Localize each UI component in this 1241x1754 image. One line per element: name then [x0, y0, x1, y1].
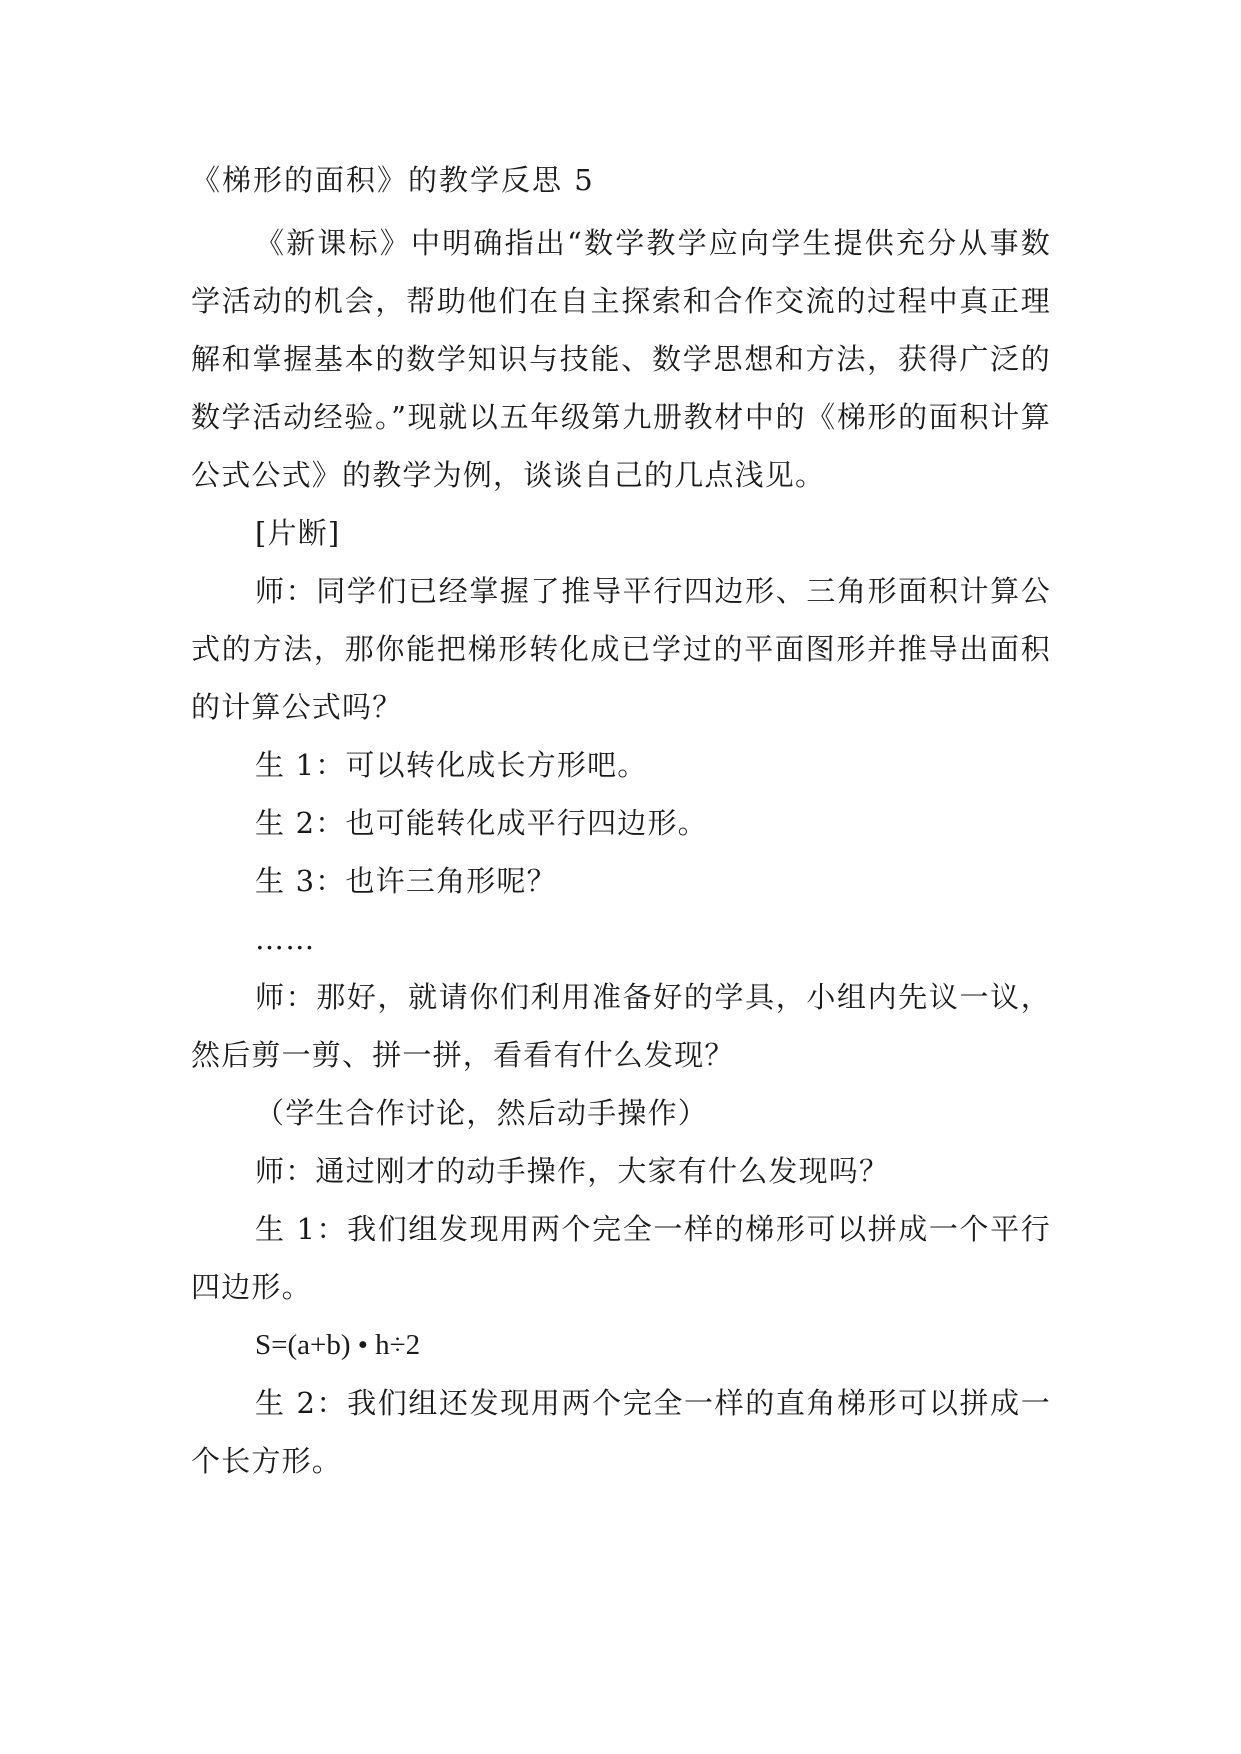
- paragraph-teacher-instruction: 师：那好，就请你们利用准备好的学具，小组内先议一议，然后剪一剪、拼一拼，看看有什么发现？: [191, 980, 1051, 1072]
- paragraph-ellipsis: ……: [255, 922, 316, 956]
- paragraph-student-3: 生 3：也许三角形呢？: [255, 864, 557, 898]
- paragraph-teacher-followup: 师：通过刚才的动手操作，大家有什么发现吗？: [255, 1154, 890, 1188]
- paragraph-fragment-label: [片断]: [255, 516, 341, 550]
- paragraph-intro: 《新课标》中明确指出“数学教学应向学生提供充分从事数学活动的机会，帮助他们在自主探索和合作交流的过程中真正理解和掌握基本的数学知识与技能、数学思想和方法，获得广泛的数学活动经验。”现就以五年级第九册教材中的《梯形的面积计算公式公式》的教学为例，谈谈自己的几点浅见。: [191, 226, 1051, 492]
- area-formula: S=(a+b) • h÷2: [255, 1329, 421, 1361]
- paragraph-activity-note: （学生合作讨论，然后动手操作）: [255, 1096, 709, 1130]
- paragraph-teacher-question: 师：同学们已经掌握了推导平行四边形、三角形面积计算公式的方法，那你能把梯形转化成已学过的平面图形并推导出面积的计算公式吗？: [191, 574, 1051, 724]
- paragraph-student-1: 生 1：可以转化成长方形吧。: [255, 748, 648, 782]
- document-title: 《梯形的面积》的教学反思 5: [191, 163, 595, 197]
- document-page: [191, 160, 1051, 1490]
- paragraph-student-2-finding: 生 2：我们组还发现用两个完全一样的直角梯形可以拼成一个长方形。: [191, 1386, 1051, 1478]
- paragraph-student-1-finding: 生 1：我们组发现用两个完全一样的梯形可以拼成一个平行四边形。: [191, 1212, 1051, 1304]
- paragraph-student-2: 生 2：也可能转化成平行四边形。: [255, 806, 708, 840]
